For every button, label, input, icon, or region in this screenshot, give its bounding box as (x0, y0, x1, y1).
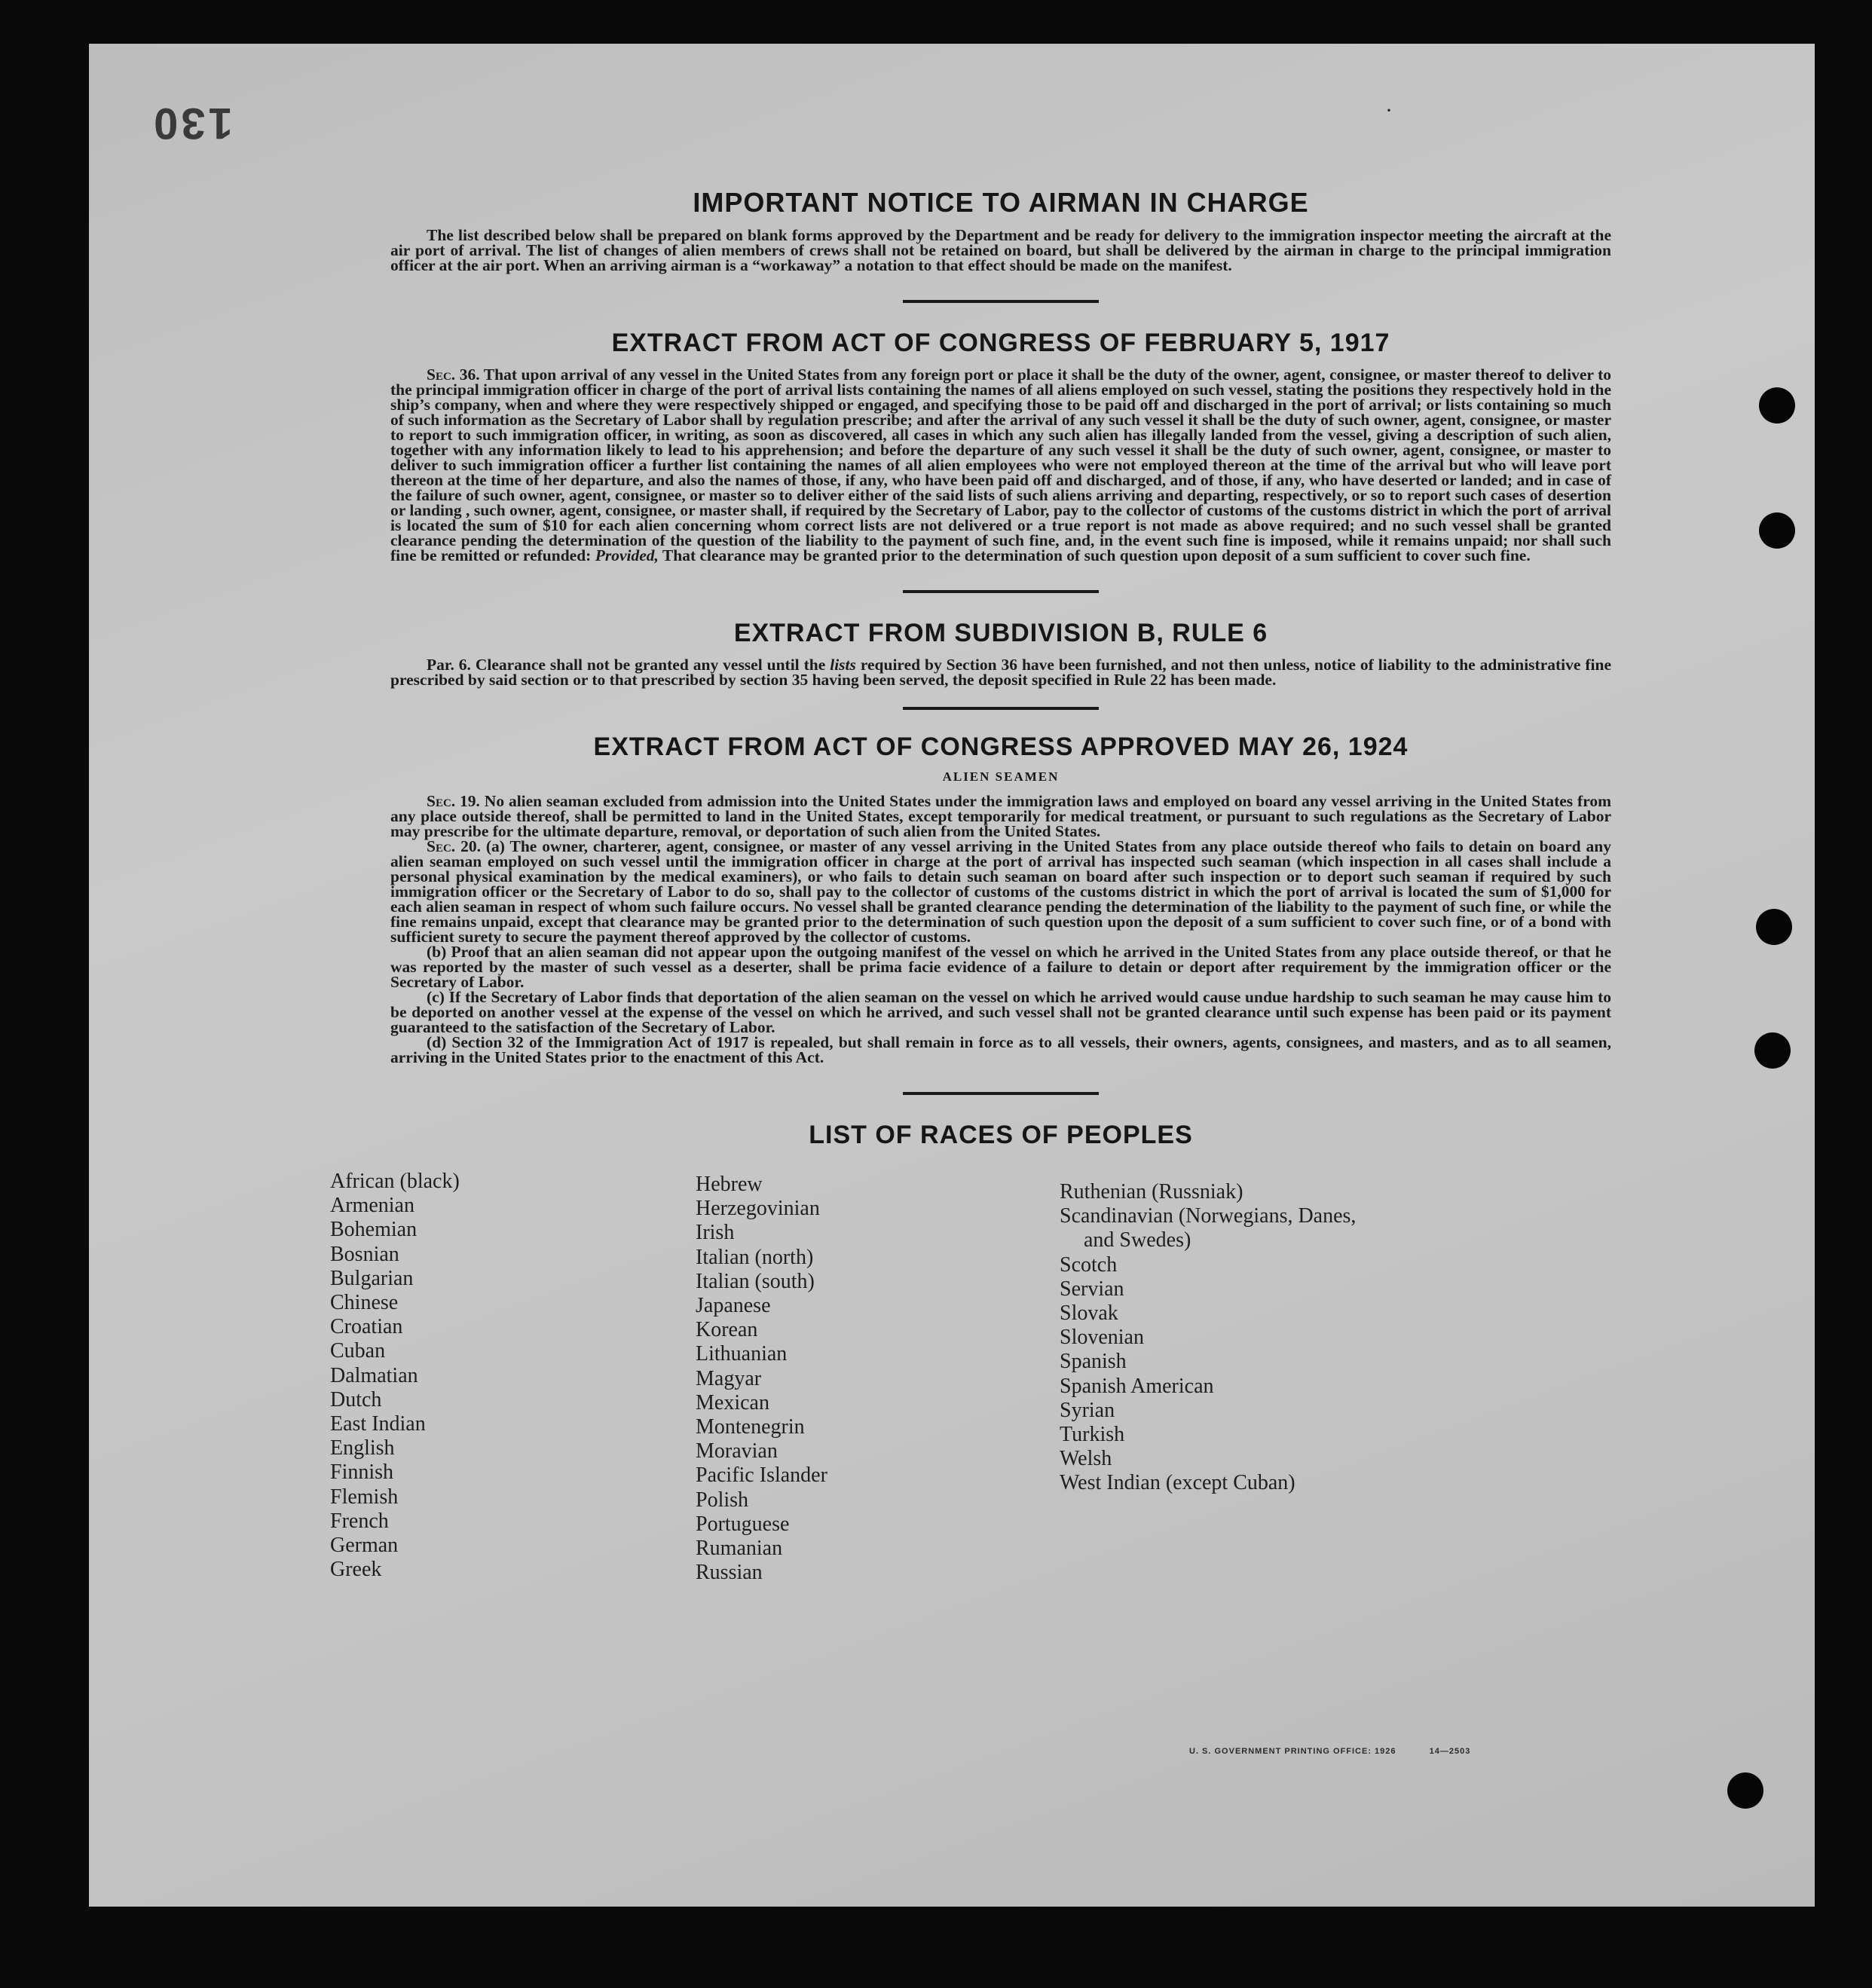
races-column-1 (330, 1170, 460, 1582)
list-item: Bosnian (330, 1242, 399, 1266)
printer-name: U. S. GOVERNMENT PRINTING OFFICE: 1926 (1189, 1747, 1396, 1756)
list-item: Dalmatian (330, 1363, 418, 1387)
punch-hole (1727, 1772, 1763, 1809)
act-1924-title: EXTRACT FROM ACT OF CONGRESS APPROVED MAY 26, 1924 (593, 733, 1409, 761)
list-item: Chinese (330, 1291, 399, 1315)
notice-body: The list described below shall be prepared on blank forms approved by the Department and be ready for delivery to the immigration inspector meeting the aircraft at the air port of arrival. The list of changes of alien members of crews shall not be retained on board, but shall be delivered by the airman in charge to the principal immigration officer at the air port. When an arriving airman is a “workaway” a notation to that effect should be made on the manifest. (390, 226, 1611, 274)
list-item: Spanish American (1060, 1374, 1214, 1398)
list-item: Ruthenian (Russniak) (1060, 1180, 1243, 1204)
list-item: West Indian (except Cuban) (1060, 1471, 1295, 1495)
list-item: Welsh (1060, 1447, 1112, 1471)
section-36-text: That upon arrival of any vessel in the United States from any foreign port or place it shall be the duty of the owner, agent, consignee, or master thereof to deliver to the principal immigration officer in charge of the port of arrival lists containing the names of all aliens employed on such vessel, stating the positions they respectively hold in the ship’s company, when and where they were respectively shipped or engaged, and specifying those to be paid off and discharged in the port of arrival; or lists containing so much of such information as the Secretary of Labor shall by regulation prescribe; and after the arrival of any such vessel it shall be the duty of such owner, agent, consignee, or master to report to such immigration officer, in writing, as soon as discovered, all cases in which any such alien has illegally landed from the vessel, giving a description of such alien, together with any information likely to lead to his apprehension; and before the departure of any such vessel it shall be the duty of such owner, agent, consignee, or master to deliver to such immigration officer a further list containing the names of all alien employees who were not employed thereon at the time of the arrival but who will leave port thereon at the time of her departure, and also the names of those, if any, who have been paid off and discharged, and of those, if any, who have deserted or landed; and in case of the failure of such owner, agent, consignee, or master so to deliver either of the said lists of such aliens arriving and departing, respectively, or so to report such cases of desertion or landing , such owner, agent, consignee, or master shall, if required by the Secretary of Labor, pay to the collector of customs of the customs district in which the port of arrival is located the sum of $10 for each alien concerning whom correct lists are not delivered or a true report is not made as above required; and no such vessel shall be granted clearance pending the determination of the question of the liability to the payment of such fine, and, in the event such fine is imposed, while it remains unpaid; nor shall such fine be remitted or refunded: (390, 365, 1612, 564)
rule-6-paragraph (390, 657, 1611, 687)
races-column-3-rest (1060, 1253, 1356, 1496)
act-1924-section-20a (390, 839, 1611, 944)
section-divider (903, 590, 1099, 593)
list-item: Slovak (1060, 1301, 1118, 1326)
list-item: Armenian (330, 1194, 414, 1218)
folio-number: 130 (151, 99, 233, 148)
list-item: Montenegrin (696, 1415, 805, 1439)
punch-hole (1756, 909, 1792, 945)
punch-hole (1754, 1032, 1791, 1069)
list-item: Korean (696, 1318, 758, 1342)
act-1924-section-20c: (c) If the Secretary of Labor finds that deportation of the alien seaman on the vessel on which he arrived would cause undue hardship to such seaman he may cause him to be deported on another vessel at the expense of the vessel on which he arrived, and such vessel shall not be granted clearance until such expense has been paid or its payment guaranteed to the satisfaction of the Secretary of Labor. (390, 988, 1611, 1036)
list-item: Scotch (1060, 1252, 1118, 1277)
list-item: Irish (696, 1221, 735, 1245)
lists-word: lists (830, 656, 856, 674)
list-item: Flemish (330, 1485, 399, 1509)
section-label: Sec. 19. (427, 792, 480, 810)
list-item: Magyar (696, 1366, 762, 1390)
list-item: German (330, 1534, 399, 1558)
act-1924-section-19 (390, 794, 1611, 839)
list-item: Portuguese (696, 1512, 790, 1536)
act-1924-section-20b: (b) Proof that an alien seaman did not appear upon the outgoing manifest of the vessel on which he arrived in the United States from any place outside thereof, or that he was reported by the master of such vessel as a deserter, shall be prima facie evidence of a failure to detain or deport after requirement by the immigration officer or the Secretary of Labor. (390, 943, 1611, 991)
list-item: Pacific Islander (696, 1463, 827, 1488)
proviso-word: Provided, (595, 546, 659, 564)
punch-hole (1759, 387, 1795, 424)
act-1924-section-20d: (d) Section 32 of the Immigration Act of 1917 is repealed, but shall remain in force as to all vessels, their owners, agents, consignees, and masters, and as to all seamen, arriving in the United States prior to the enactment of this Act. (390, 1033, 1611, 1066)
rule-6-text-cont: required by Section 36 have been furnished, and not then unless, notice of liability to the administrative fine prescribed by said section or to that prescribed by section 35 having been served, the deposit specified in Rule 22 has been made. (390, 656, 1611, 689)
races-list (330, 1170, 1611, 1592)
list-item: Greek (330, 1558, 382, 1582)
list-item: Turkish (1060, 1423, 1125, 1447)
form-number: 14—2503 (1429, 1747, 1471, 1756)
ink-speck: · (1385, 98, 1393, 123)
list-item: Moravian (696, 1439, 778, 1463)
act-1917-section-36 (390, 367, 1611, 563)
list-item: Italian (south) (696, 1269, 815, 1293)
section-divider (903, 707, 1099, 710)
races-column-2 (696, 1173, 827, 1585)
section-36-proviso-text: That clearance may be granted prior to the determination of such question upon deposit of a sum sufficient to cover such fine. (662, 546, 1531, 564)
list-item: East Indian (330, 1412, 426, 1436)
list-item: Italian (north) (696, 1245, 814, 1269)
rule-6-text: Par. 6. Clearance shall not be granted any vessel until the (427, 656, 826, 674)
list-item: Russian (696, 1561, 763, 1585)
list-item: Spanish (1060, 1350, 1127, 1374)
list-item: African (black) (330, 1170, 460, 1193)
section-20a-text: (a) The owner, charterer, agent, consignee, or master of any vessel arriving in the United States from any place outside thereof who fails to detain on board any alien seaman employed on such vessel until the immigration officer in charge at the port of arrival has inspected such seaman (which inspection in all cases shall include a personal physical examination by the medical examiners), or who fails to detain such seaman on board after such inspection or to deport such seaman if required by such immigration officer or the Secretary of Labor to do so, shall pay to the collector of customs of the customs district in which the port of arrival is located the sum of $1,000 for each alien seaman in respect of whom such failure occurs. No vessel shall be granted clearance pending the determination of the liability to the payment of such fine, or while the fine remains unpaid, except that clearance may be granted prior to the determination of such question upon the deposit of a sum sufficient to cover such fine, or of a bond with sufficient surety to secure the payment thereof approved by the collector of customs. (390, 837, 1611, 946)
list-item: Servian (1060, 1277, 1124, 1301)
section-label: Sec. 20. (427, 837, 481, 855)
rule-6-title: EXTRACT FROM SUBDIVISION B, RULE 6 (733, 619, 1268, 647)
punch-hole (1759, 512, 1795, 549)
list-item: Bulgarian (330, 1266, 414, 1290)
document-page (89, 44, 1815, 1907)
section-divider (903, 1092, 1099, 1095)
list-item: Japanese (696, 1294, 771, 1318)
section-label: Sec. 36. (427, 365, 480, 384)
races-column-3 (1060, 1180, 1356, 1496)
list-item: Hebrew (696, 1173, 763, 1196)
list-item: French (330, 1509, 389, 1533)
section-19-text: No alien seaman excluded from admission into the United States under the immigration laws and employed on board any vessel arriving in the United States from any place outside thereof, shall be permitted to land in the United States, except temporarily for medical treatment, or pursuant to such regulations as the Secretary of Labor may prescribe for the ultimate departure, removal, or deportation of such alien from the United States. (390, 792, 1612, 840)
list-item: Scandinavian (Norwegians, Danes, (1060, 1204, 1357, 1228)
document-body (330, 187, 1612, 1592)
list-item: Syrian (1060, 1398, 1115, 1422)
list-item: Herzegovinian (696, 1197, 820, 1221)
list-item: Bohemian (330, 1218, 418, 1242)
list-item: Dutch (330, 1387, 382, 1411)
list-item: Lithuanian (696, 1342, 788, 1366)
list-item: English (330, 1436, 395, 1460)
list-item-continuation: and Swedes) (1084, 1228, 1191, 1252)
notice-title: IMPORTANT NOTICE TO AIRMAN IN CHARGE (693, 187, 1309, 218)
list-item: Rumanian (696, 1537, 783, 1561)
races-title: LIST OF RACES OF PEOPLES (809, 1121, 1193, 1149)
list-item: Slovenian (1060, 1326, 1144, 1350)
list-item: Croatian (330, 1315, 403, 1339)
alien-seamen-subtitle: ALIEN SEAMEN (942, 769, 1060, 784)
list-item: Mexican (696, 1390, 769, 1415)
list-item: Polish (696, 1488, 749, 1512)
act-1917-title: EXTRACT FROM ACT OF CONGRESS OF FEBRUARY 5, 1917 (611, 329, 1390, 357)
list-item: Cuban (330, 1339, 386, 1363)
printer-imprint (1189, 1747, 1470, 1756)
section-divider (903, 300, 1099, 303)
list-item: Finnish (330, 1460, 394, 1485)
